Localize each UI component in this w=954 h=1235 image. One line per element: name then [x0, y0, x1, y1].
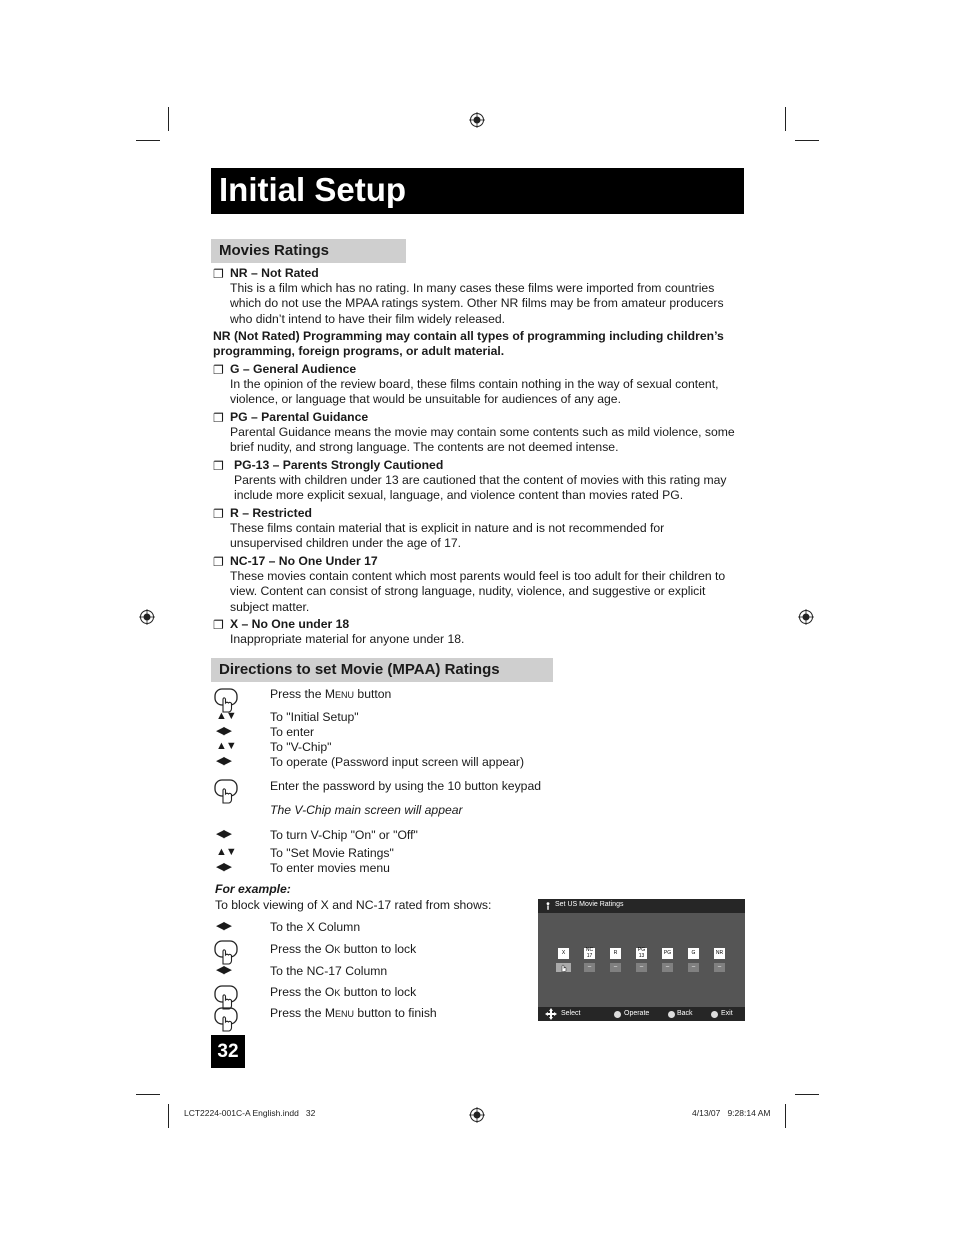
leftright-arrow-icon: ◀▶ — [216, 725, 231, 737]
step-press-menu: Press the Menu button — [270, 687, 392, 701]
rating-title: NR – Not Rated — [230, 266, 319, 280]
osd-rating-pg[interactable]: PG — [662, 948, 673, 959]
example-step-nc17-column: To the NC-17 Column — [270, 964, 388, 978]
remote-hand-icon — [214, 939, 238, 965]
osd-nav-select: Select — [561, 1010, 581, 1017]
osd-dash-cell[interactable]: – — [662, 963, 673, 972]
rating-item-x — [213, 617, 745, 647]
registration-mark-icon — [469, 1107, 485, 1123]
registration-mark-icon — [139, 609, 155, 625]
rating-item-g — [213, 362, 745, 408]
example-label: For example: — [215, 882, 291, 896]
osd-screen — [538, 899, 745, 1021]
updown-arrow-icon: ▲▼ — [216, 710, 236, 722]
updown-arrow-icon: ▲▼ — [216, 740, 236, 752]
leftright-arrow-icon: ◀▶ — [216, 920, 231, 932]
leftright-arrow-icon: ◀▶ — [216, 755, 231, 767]
crop-mark — [785, 1104, 786, 1128]
updown-arrow-icon: ▲▼ — [216, 846, 236, 858]
page-number: 32 — [211, 1035, 245, 1068]
checkbox-icon: ❐ — [213, 411, 224, 425]
step-set-movie-ratings: To "Set Movie Ratings" — [270, 846, 394, 860]
checkbox-icon: ❐ — [213, 267, 224, 281]
checkbox-icon: ❐ — [213, 555, 224, 569]
rating-body: Parents with children under 13 are cautioned that the content of movies with this rating may include more explicit sexual, language, and violence content than movies rated PG. — [234, 473, 727, 503]
leftright-arrow-icon: ◀▶ — [216, 964, 231, 976]
movies-ratings-heading: Movies Ratings — [211, 239, 406, 263]
osd-title: Set US Movie Ratings — [555, 901, 624, 908]
checkbox-icon: ❐ — [213, 363, 224, 377]
exit-button-icon — [711, 1011, 718, 1018]
checkbox-icon: ❐ — [213, 507, 224, 521]
crop-mark — [785, 107, 786, 131]
osd-rating-nr[interactable]: NR — [714, 948, 725, 959]
step-enter: To enter — [270, 725, 315, 739]
rating-body: In the opinion of the review board, these films contain nothing in the way of sexual content, violence, or language that would be unsuitable for audiences of any age. — [230, 377, 719, 407]
osd-rating-nc17[interactable]: NC 17 — [585, 947, 594, 959]
example-step-menu-finish: Press the Menu button to finish — [270, 1006, 437, 1020]
osd-nav-back: Back — [677, 1010, 693, 1017]
step-toggle-vchip: To turn V-Chip "On" or "Off" — [270, 828, 418, 842]
crop-mark — [795, 140, 819, 141]
rating-body: Inappropriate material for anyone under 18. — [230, 632, 465, 647]
rating-title: NC-17 – No One Under 17 — [230, 554, 378, 568]
footer-timestamp: 4/13/07 9:28:14 AM — [692, 1108, 771, 1118]
remote-hand-icon — [214, 1006, 238, 1032]
osd-nav-operate: Operate — [624, 1010, 650, 1017]
rating-title: PG – Parental Guidance — [230, 410, 369, 424]
step-password: Enter the password by using the 10 button keypad — [270, 779, 542, 793]
registration-mark-icon — [798, 609, 814, 625]
back-button-icon — [668, 1011, 675, 1018]
rating-title: R – Restricted — [230, 506, 312, 520]
osd-dash-cell[interactable]: – — [636, 963, 647, 972]
osd-dash-cell[interactable]: – — [688, 963, 699, 972]
example-step-x-column: To the X Column — [270, 920, 361, 934]
step-operate: To operate (Password input screen will appear) — [270, 755, 525, 769]
osd-selected-cell[interactable] — [556, 963, 571, 972]
remote-hand-icon — [214, 778, 238, 804]
nr-warning: NR (Not Rated) Programming may contain all types of programming including children’s programming, foreign programs, or adult material. — [213, 329, 724, 359]
osd-rating-x[interactable]: X — [558, 948, 569, 959]
crop-mark — [795, 1094, 819, 1095]
rating-item-pg — [213, 410, 745, 456]
checkbox-icon: ❐ — [213, 459, 224, 473]
crop-mark — [168, 107, 169, 131]
rating-body: These films contain material that is explicit in nature and is not recommended for unsupervised children under the age of 17. — [230, 521, 665, 551]
rating-item-pg13 — [213, 458, 745, 504]
registration-mark-icon — [469, 112, 485, 128]
crop-mark — [168, 1104, 169, 1128]
osd-rating-pg13[interactable]: PG 13 — [637, 947, 646, 959]
step-vchip: To "V-Chip" — [270, 740, 332, 754]
osd-nav-exit: Exit — [721, 1010, 733, 1017]
rating-item-r — [213, 506, 745, 552]
step-initial-setup: To "Initial Setup" — [270, 710, 359, 724]
osd-rating-r[interactable]: R — [610, 948, 621, 959]
hand-cursor-icon — [560, 963, 568, 972]
leftright-arrow-icon: ◀▶ — [216, 861, 231, 873]
checkbox-icon: ❐ — [213, 618, 224, 632]
rating-title: G – General Audience — [230, 362, 357, 376]
osd-title-bar — [538, 899, 745, 913]
osd-dash-cell[interactable]: – — [714, 963, 725, 972]
example-text: To block viewing of X and NC-17 rated from shows: — [215, 898, 492, 912]
vchip-icon — [545, 902, 551, 910]
page-title: Initial Setup — [219, 171, 407, 208]
rating-title: PG-13 – Parents Strongly Cautioned — [234, 458, 444, 472]
step-vchip-main-note: The V-Chip main screen will appear — [270, 803, 463, 817]
rating-item-nr — [213, 266, 745, 327]
osd-dash-cell[interactable]: – — [610, 963, 621, 972]
page-title-bar — [211, 168, 744, 214]
directions-heading: Directions to set Movie (MPAA) Ratings — [211, 658, 553, 682]
rating-title: X – No One under 18 — [230, 617, 350, 631]
example-step-ok-lock: Press the Ok button to lock — [270, 942, 417, 956]
osd-dash-cell[interactable]: – — [584, 963, 595, 972]
footer-file-info: LCT2224-001C-A English.indd 32 — [184, 1108, 316, 1118]
step-enter-movies-menu: To enter movies menu — [270, 861, 390, 875]
rating-item-nc17 — [213, 554, 745, 615]
leftright-arrow-icon: ◀▶ — [216, 828, 231, 840]
example-step-ok-lock: Press the Ok button to lock — [270, 985, 417, 999]
ok-button-icon — [614, 1011, 621, 1018]
dpad-icon — [545, 1008, 557, 1020]
rating-body: Parental Guidance means the movie may contain some contents such as mild violence, some brief nudity, and strong language. The contents are not deemed intense. — [230, 425, 735, 455]
crop-mark — [136, 140, 160, 141]
rating-body: These movies contain content which most parents would feel is too adult for their children to view. Content can consist of strong language, nudity, violence, and suggestive or explicit subject matter. — [230, 569, 726, 614]
crop-mark — [136, 1094, 160, 1095]
rating-body: This is a film which has no rating. In many cases these films were imported from countries which do not use the MPAA ratings system. Other NR films may be from amateur producers who didn’t intend to have their film widely released. — [230, 281, 724, 326]
osd-rating-g[interactable]: G — [688, 948, 699, 959]
